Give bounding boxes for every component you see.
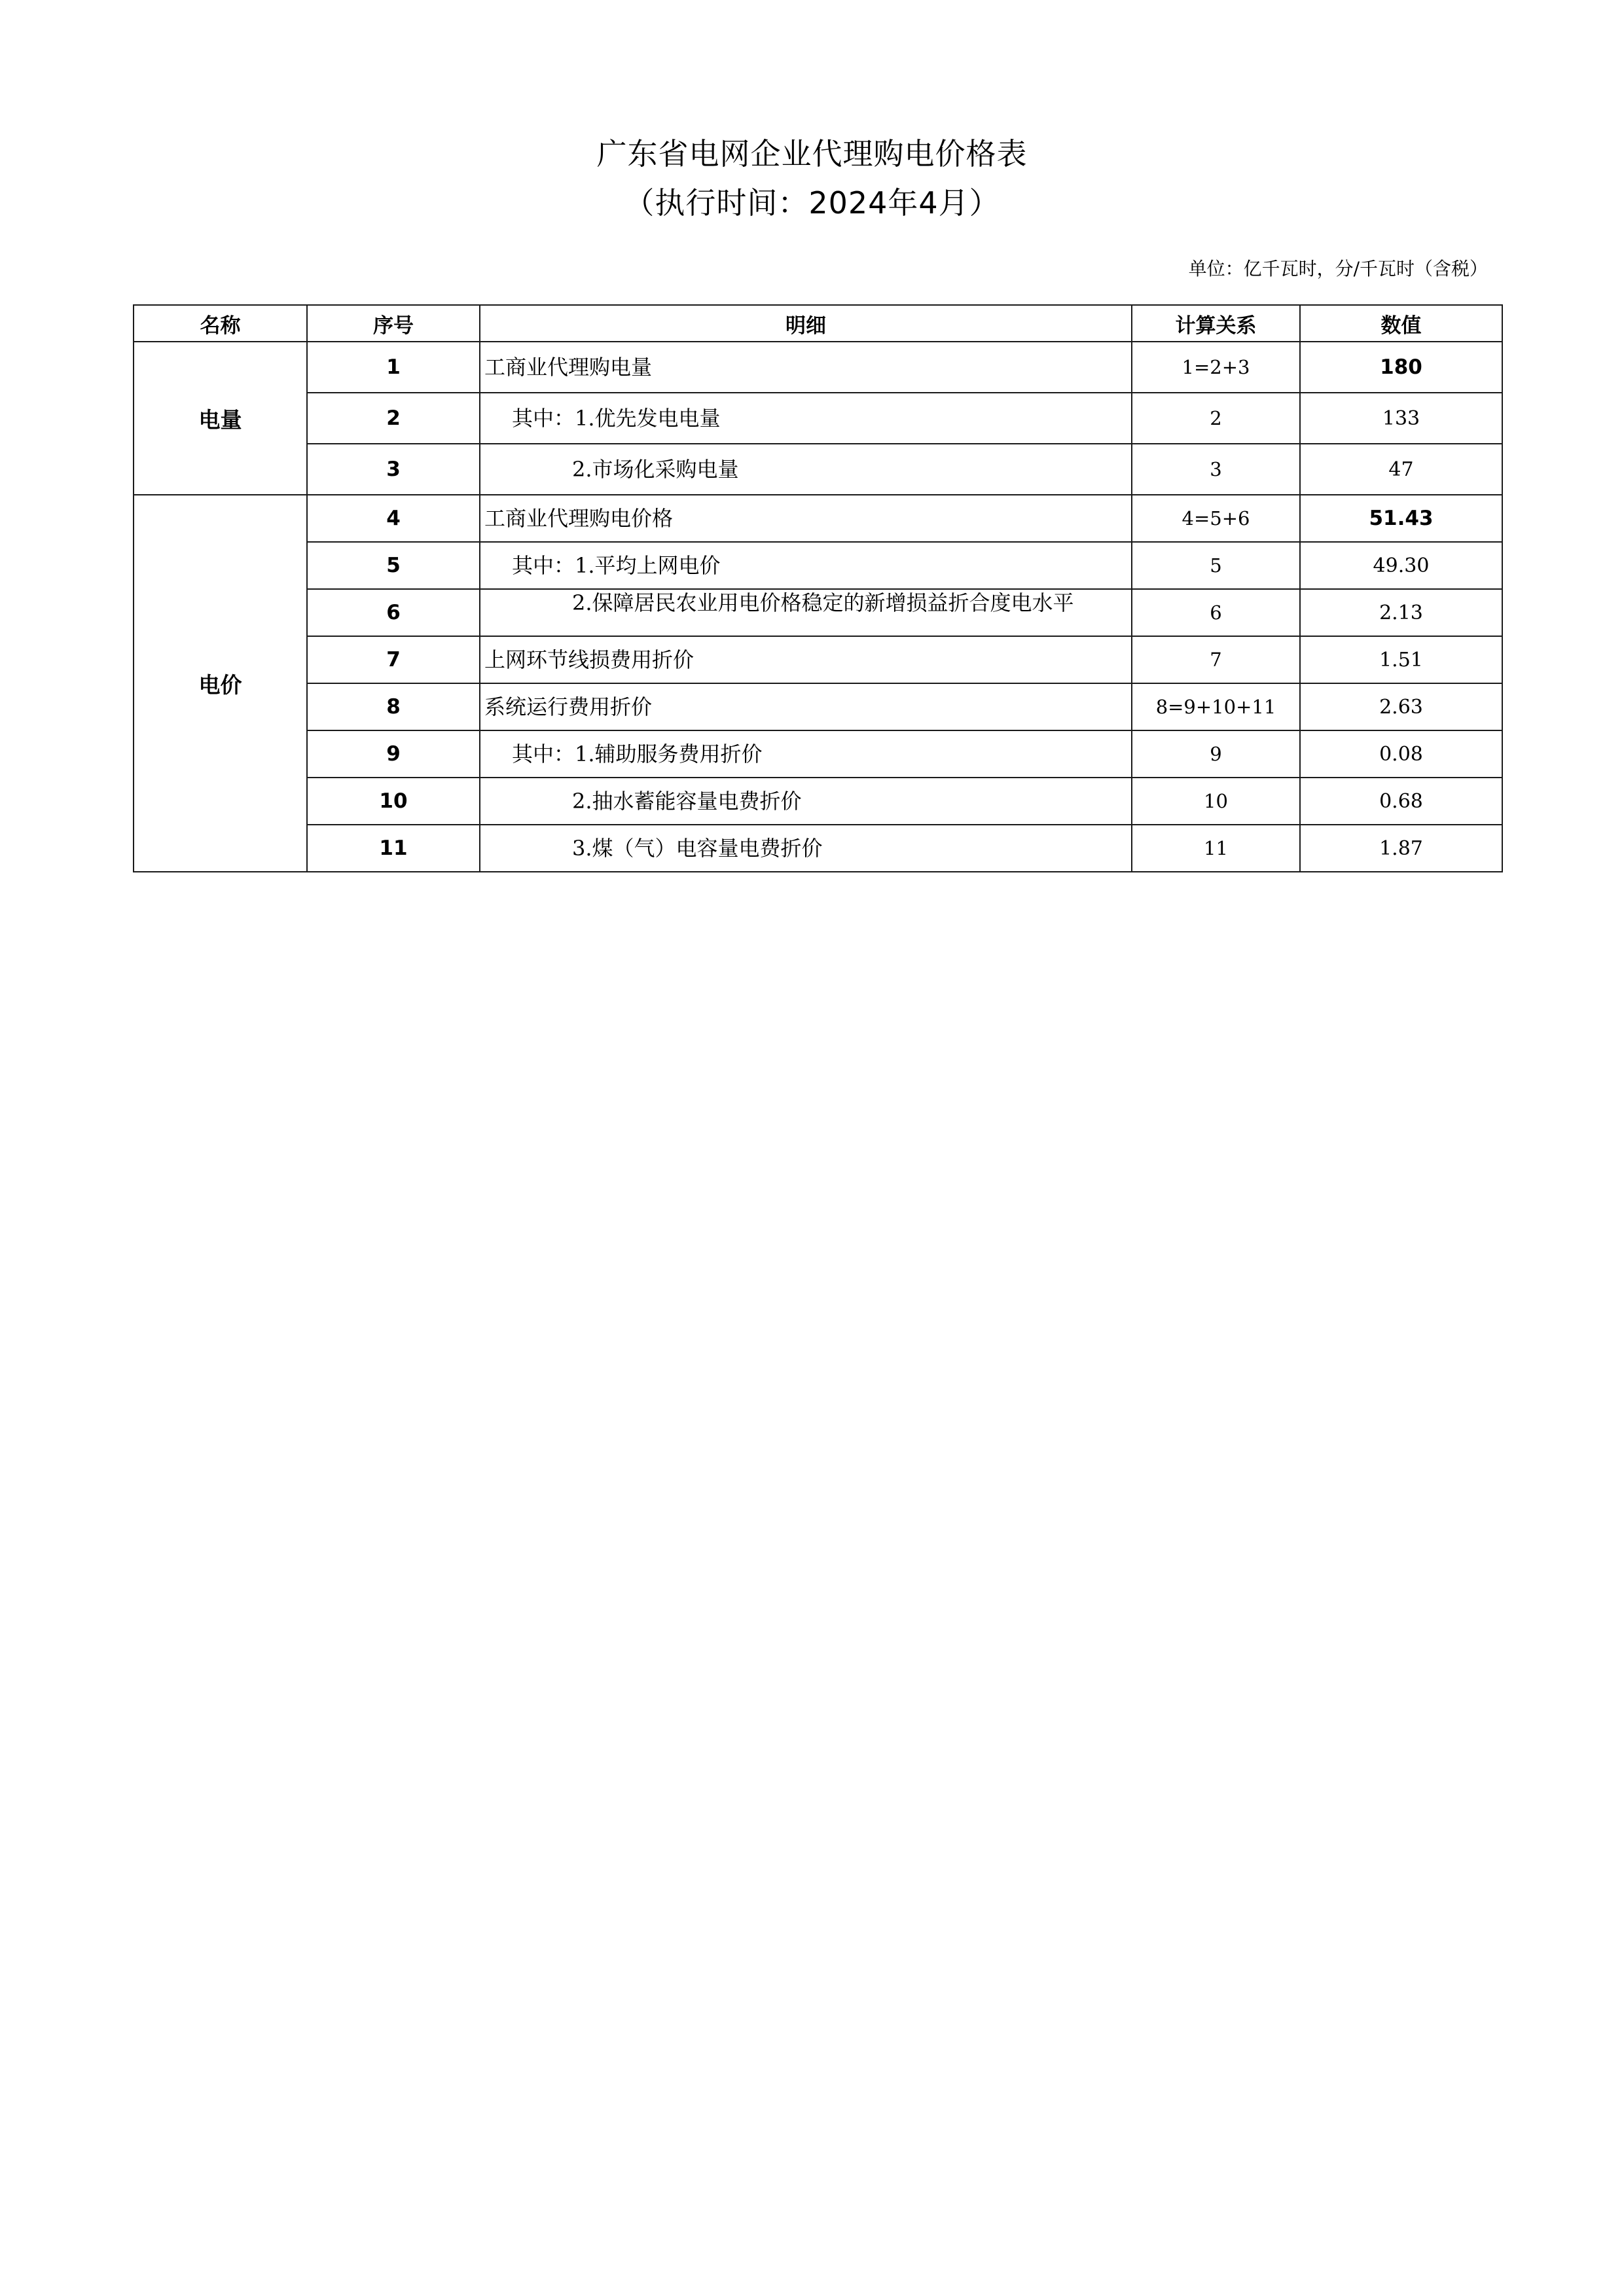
row-detail-text: 工商业代理购电价格 bbox=[484, 506, 674, 531]
row-seq: 9 bbox=[307, 730, 480, 778]
group-label-quantity: 电量 bbox=[134, 342, 307, 495]
row-value: 1.87 bbox=[1300, 825, 1502, 872]
row-calc: 7 bbox=[1132, 636, 1300, 683]
table-row bbox=[134, 825, 1502, 872]
row-detail bbox=[480, 730, 1132, 778]
row-calc: 3 bbox=[1132, 444, 1300, 495]
row-calc: 1=2+3 bbox=[1132, 342, 1300, 393]
row-detail bbox=[480, 683, 1132, 730]
table-row bbox=[134, 778, 1502, 825]
table-row bbox=[134, 589, 1502, 636]
document-title: 广东省电网企业代理购电价格表 bbox=[596, 136, 1028, 171]
row-detail bbox=[480, 778, 1132, 825]
row-value: 1.51 bbox=[1300, 636, 1502, 683]
row-seq: 1 bbox=[307, 342, 480, 393]
row-seq: 10 bbox=[307, 778, 480, 825]
table-row bbox=[134, 342, 1502, 393]
row-value: 51.43 bbox=[1300, 495, 1502, 542]
row-calc: 5 bbox=[1132, 542, 1300, 589]
row-detail-text: 其中：1.辅助服务费用折价 bbox=[512, 742, 763, 766]
row-detail-text: 其中：1.平均上网电价 bbox=[512, 553, 721, 578]
row-detail-text: 系统运行费用折价 bbox=[484, 694, 653, 719]
row-value: 0.68 bbox=[1300, 778, 1502, 825]
row-detail bbox=[480, 495, 1132, 542]
header-value: 数值 bbox=[1300, 305, 1502, 342]
group-label-price: 电价 bbox=[134, 495, 307, 872]
row-seq: 8 bbox=[307, 683, 480, 730]
row-detail bbox=[480, 636, 1132, 683]
row-seq: 4 bbox=[307, 495, 480, 542]
row-calc: 8=9+10+11 bbox=[1132, 683, 1300, 730]
row-calc: 2 bbox=[1132, 393, 1300, 444]
row-value: 49.30 bbox=[1300, 542, 1502, 589]
header-name: 名称 bbox=[134, 305, 307, 342]
table-row bbox=[134, 636, 1502, 683]
row-calc: 4=5+6 bbox=[1132, 495, 1300, 542]
row-seq: 7 bbox=[307, 636, 480, 683]
header-calc: 计算关系 bbox=[1132, 305, 1300, 342]
table-header-row bbox=[134, 305, 1502, 342]
header-detail: 明细 bbox=[480, 305, 1132, 342]
row-detail-text: 其中：1.优先发电电量 bbox=[512, 406, 721, 431]
row-value: 133 bbox=[1300, 393, 1502, 444]
row-detail-text: 工商业代理购电量 bbox=[484, 355, 653, 380]
row-seq: 3 bbox=[307, 444, 480, 495]
row-detail bbox=[480, 589, 1132, 636]
row-detail-text: 2.抽水蓄能容量电费折价 bbox=[572, 789, 802, 814]
row-detail-text: 上网环节线损费用折价 bbox=[484, 647, 695, 672]
unit-note: 单位：亿千瓦时，分/千瓦时（含税） bbox=[1188, 258, 1488, 279]
row-value: 2.13 bbox=[1300, 589, 1502, 636]
row-detail bbox=[480, 542, 1132, 589]
row-seq: 2 bbox=[307, 393, 480, 444]
row-calc: 11 bbox=[1132, 825, 1300, 872]
row-detail bbox=[480, 393, 1132, 444]
row-seq: 5 bbox=[307, 542, 480, 589]
row-detail-text: 2.保障居民农业用电价格稳定的新增损益折合度电水平 bbox=[572, 590, 1074, 615]
agency-purchase-price-table bbox=[133, 304, 1503, 872]
table-row bbox=[134, 730, 1502, 778]
header-seq: 序号 bbox=[307, 305, 480, 342]
table-row bbox=[134, 444, 1502, 495]
table-row bbox=[134, 683, 1502, 730]
row-detail-text: 2.市场化采购电量 bbox=[572, 457, 739, 482]
row-value: 2.63 bbox=[1300, 683, 1502, 730]
row-value: 47 bbox=[1300, 444, 1502, 495]
row-value: 0.08 bbox=[1300, 730, 1502, 778]
table-row bbox=[134, 393, 1502, 444]
row-detail-text: 3.煤（气）电容量电费折价 bbox=[572, 836, 823, 861]
row-seq: 6 bbox=[307, 589, 480, 636]
document-subtitle-effective-date: （执行时间：2024年4月） bbox=[624, 185, 1000, 221]
row-detail bbox=[480, 825, 1132, 872]
row-calc: 10 bbox=[1132, 778, 1300, 825]
row-calc: 6 bbox=[1132, 589, 1300, 636]
row-calc: 9 bbox=[1132, 730, 1300, 778]
table-row bbox=[134, 495, 1502, 542]
table-row bbox=[134, 542, 1502, 589]
row-detail bbox=[480, 342, 1132, 393]
row-detail bbox=[480, 444, 1132, 495]
row-value: 180 bbox=[1300, 342, 1502, 393]
row-seq: 11 bbox=[307, 825, 480, 872]
